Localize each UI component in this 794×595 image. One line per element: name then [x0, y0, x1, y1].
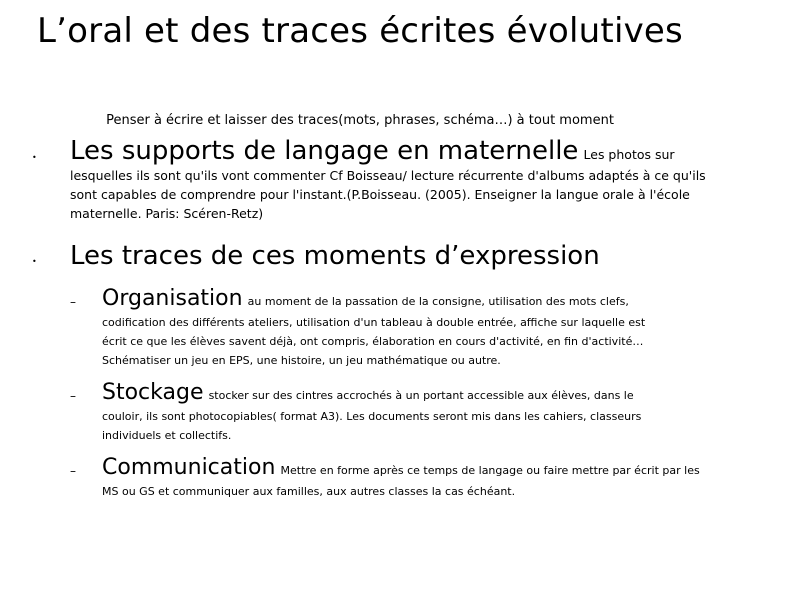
sub-item-communication [102, 455, 702, 500]
sub-item-text: au moment de la passation de la consigne, utilisation des mots clefs, codification des différents ateliers, utilisation d'un tableau à double entrée, affiche sur laquelle est écrit ce que les élèves savent déjà, ont compris, élaboration en cours d'activité, en fin d'activité… Schématiser un jeu en EPS, une histoire, un jeu mathématique ou autre. [102, 295, 646, 367]
bullet-supports [70, 136, 710, 223]
sub-item-stockage [102, 380, 672, 444]
sub-item-text: stocker sur des cintres accrochés à un portant accessible aux élèves, dans le couloir, ils sont photocopiables( format A3). Les documents seront mis dans les cahiers, classeurs individuels et collectifs. [102, 389, 642, 442]
sub-item-text: Mettre en forme après ce temps de langage ou faire mettre par écrit par les MS ou GS et communiquer aux familles, aux autres classes la cas échéant. [102, 464, 700, 498]
dash-marker: – [70, 464, 76, 478]
slide-subtitle: Penser à écrire et laisser des traces(mots, phrases, schéma…) à tout moment [106, 113, 614, 128]
bullet-marker: • [32, 257, 37, 266]
sub-item-heading: Stockage [102, 380, 204, 405]
sub-item-heading: Organisation [102, 286, 243, 311]
dash-marker: – [70, 295, 76, 309]
sub-item-heading: Communication [102, 455, 276, 480]
bullet-heading: Les traces de ces moments d’expression [70, 241, 600, 271]
bullet-text: Les photos sur lesquelles ils sont qu'ils vont commenter Cf Boisseau/ lecture récurrente d'albums adaptés à ce qu'ils sont capables de comprendre pour l'instant.(P.Boisseau. (2005). Enseigner la langue orale à l'école maternelle. Paris: Scéren-Retz) [70, 147, 706, 221]
bullet-marker: • [32, 153, 37, 162]
dash-marker: – [70, 389, 76, 403]
sub-item-organisation [102, 286, 672, 369]
slide-title: L’oral et des traces écrites évolutives [37, 11, 683, 51]
bullet-heading: Les supports de langage en maternelle [70, 136, 579, 166]
